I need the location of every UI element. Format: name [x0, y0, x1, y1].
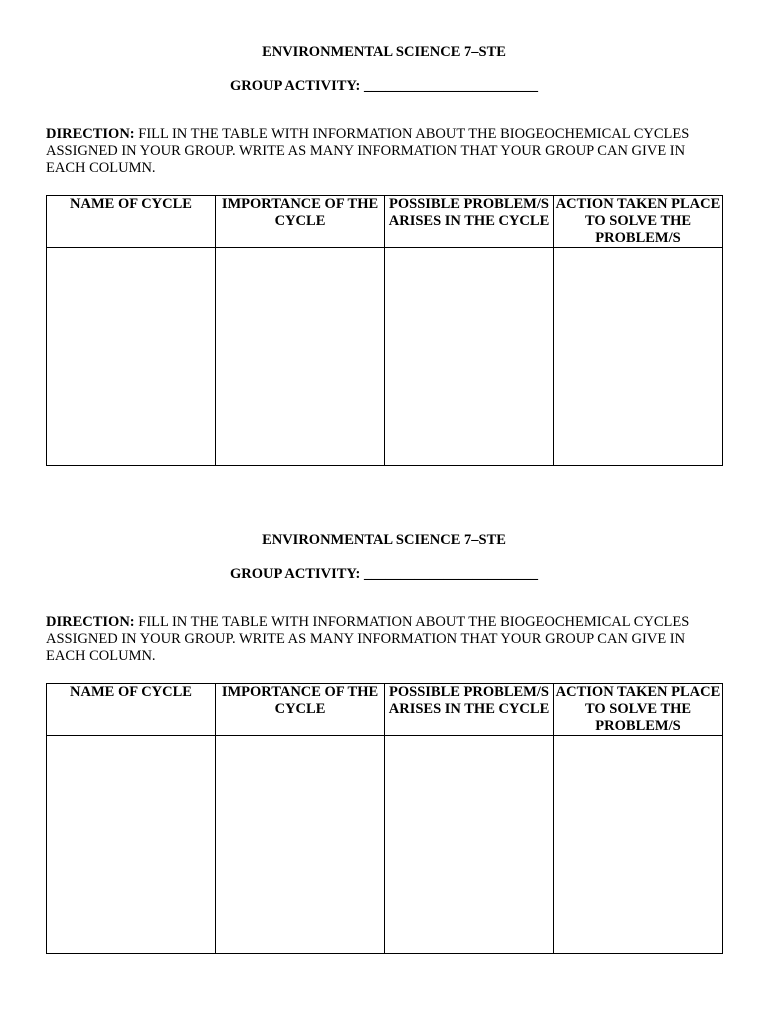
group-activity-line [0, 77, 768, 95]
column-header-name-of-cycle: NAME OF CYCLE [47, 196, 216, 248]
group-activity-line [0, 565, 768, 583]
table-cell[interactable] [216, 736, 385, 954]
cycle-table [46, 683, 723, 954]
table-row [47, 736, 723, 954]
direction-paragraph [46, 126, 726, 177]
table-cell[interactable] [554, 248, 723, 466]
group-activity-blank: ________________________ [364, 78, 539, 94]
table-cell[interactable] [385, 736, 554, 954]
table-cell[interactable] [47, 248, 216, 466]
table-cell[interactable] [47, 736, 216, 954]
direction-paragraph [46, 614, 726, 665]
column-header-name-of-cycle: NAME OF CYCLE [47, 684, 216, 736]
group-activity-blank: ________________________ [364, 566, 539, 582]
column-header-importance: IMPORTANCE OF THE CYCLE [216, 684, 385, 736]
table-cell[interactable] [216, 248, 385, 466]
column-header-action-taken: ACTION TAKEN PLACE TO SOLVE THE PROBLEM/S [554, 196, 723, 248]
direction-text: FILL IN THE TABLE WITH INFORMATION ABOUT THE BIOGEOCHEMICAL CYCLES ASSIGNED IN YOUR GROUP. WRITE AS MANY INFORMATION THAT YOUR GROUP CAN GIVE IN EACH COLUMN. [46, 126, 690, 176]
column-header-possible-problems: POSSIBLE PROBLEM/S ARISES IN THE CYCLE [385, 196, 554, 248]
table-row [47, 248, 723, 466]
table-header-row [47, 684, 723, 736]
table-cell[interactable] [554, 736, 723, 954]
group-activity-label: GROUP ACTIVITY: [229, 78, 361, 94]
cycle-table [46, 195, 723, 466]
worksheet-title: ENVIRONMENTAL SCIENCE 7–STE [262, 44, 506, 60]
direction-text: FILL IN THE TABLE WITH INFORMATION ABOUT THE BIOGEOCHEMICAL CYCLES ASSIGNED IN YOUR GROUP. WRITE AS MANY INFORMATION THAT YOUR GROUP CAN GIVE IN EACH COLUMN. [46, 614, 690, 664]
column-header-possible-problems: POSSIBLE PROBLEM/S ARISES IN THE CYCLE [385, 684, 554, 736]
worksheet-title: ENVIRONMENTAL SCIENCE 7–STE [262, 532, 506, 548]
table-header-row [47, 196, 723, 248]
direction-label: DIRECTION: [46, 126, 135, 142]
direction-label: DIRECTION: [46, 614, 135, 630]
column-header-importance: IMPORTANCE OF THE CYCLE [216, 196, 385, 248]
table-cell[interactable] [385, 248, 554, 466]
group-activity-label: GROUP ACTIVITY: [229, 566, 361, 582]
column-header-action-taken: ACTION TAKEN PLACE TO SOLVE THE PROBLEM/S [554, 684, 723, 736]
